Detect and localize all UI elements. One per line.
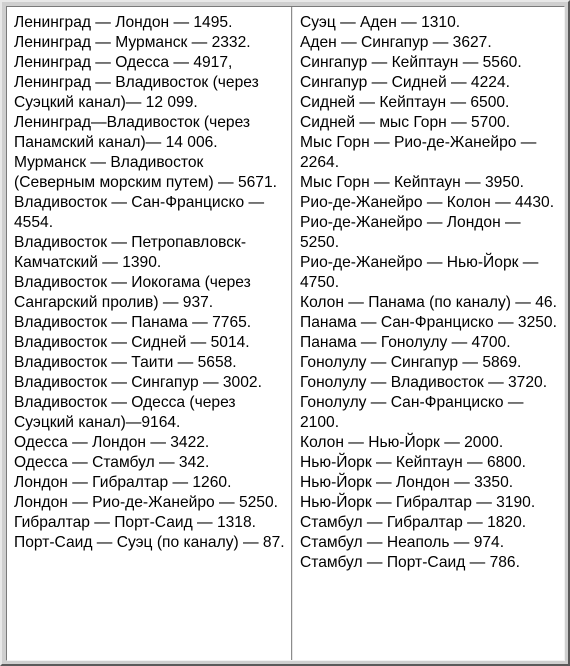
route-entry: Сидней — Кейптаун — 6500. — [300, 94, 510, 111]
distance-table — [6, 6, 565, 661]
route-entry: Гибралтар — Порт-Саид — 1318. — [14, 514, 256, 531]
route-entry: Ленинград — Мурманск — 2332. — [14, 34, 251, 51]
route-entry: Владивосток — Одесса (через Суэцкий канал)—9164. — [14, 394, 236, 431]
routes-right-column — [300, 13, 558, 573]
route-entry: Нью-Йорк — Лондон — 3350. — [300, 474, 514, 491]
route-entry: Панама — Гонолулу — 4700. — [300, 334, 511, 351]
route-entry: Сингапур — Кейптаун — 5560. — [300, 54, 522, 71]
route-entry: Ленинград — Лондон — 1495. — [14, 14, 233, 31]
route-entry: Сингапур — Сидней — 4224. — [300, 74, 510, 91]
route-entry: Лондон — Рио-де-Жанейро — 5250. — [14, 494, 278, 511]
route-entry: Колон — Панама (по каналу) — 46. — [300, 294, 557, 311]
route-entry: Стамбул — Порт-Саид — 786. — [300, 554, 520, 571]
route-entry: Мыс Горн — Кейптаун — 3950. — [300, 174, 525, 191]
column-divider-highlight — [292, 7, 293, 660]
route-entry: Гонолулу — Сан-Франциско — 2100. — [300, 394, 524, 431]
route-entry: Порт-Саид — Суэц (по каналу) — 87. — [14, 534, 285, 551]
route-entry: Владивосток — Иокогама (через Сангарский пролив) — 937. — [14, 274, 251, 311]
route-entry: Мыс Горн — Рио-де-Жанейро — 2264. — [300, 134, 537, 171]
route-entry: Стамбул — Гибралтар — 1820. — [300, 514, 527, 531]
route-entry: Лондон — Гибралтар — 1260. — [14, 474, 232, 491]
route-entry: Владивосток — Сидней — 5014. — [14, 334, 250, 351]
route-entry: Колон — Нью-Йорк — 2000. — [300, 434, 504, 451]
route-entry: Ленинград — Одесса — 4917, — [14, 54, 233, 71]
route-entry: Одесса — Стамбул — 342. — [14, 454, 210, 471]
route-entry: Рио-де-Жанейро — Лондон — 5250. — [300, 214, 521, 251]
route-entry: Одесса — Лондон — 3422. — [14, 434, 210, 451]
route-entry: Владивосток — Сан-Франциско — 4554. — [14, 194, 265, 231]
route-entry: Аден — Сингапур — 3627. — [300, 34, 492, 51]
route-entry: Стамбул — Неаполь — 974. — [300, 534, 505, 551]
route-entry: Гонолулу — Владивосток — 3720. — [300, 374, 548, 391]
route-entry: Сидней — мыс Горн — 5700. — [300, 114, 511, 131]
route-entry: Нью-Йорк — Кейптаун — 6800. — [300, 454, 526, 471]
route-entry: Владивосток — Петропавловск-Камчатский — 1390. — [14, 234, 247, 271]
route-entry: Рио-де-Жанейро — Нью-Йорк — 4750. — [300, 254, 539, 291]
route-entry: Мурманск — Владивосток (Северным морским путем) — 5671. — [14, 154, 277, 191]
route-entry: Ленинград — Владивосток (через Суэцкий канал)— 12 099. — [14, 74, 259, 111]
route-entry: Нью-Йорк — Гибралтар — 3190. — [300, 494, 536, 511]
route-entry: Владивосток — Сингапур — 3002. — [14, 374, 262, 391]
route-entry: Панама — Сан-Франциско — 3250. — [300, 314, 557, 331]
route-entry: Суэц — Аден — 1310. — [300, 14, 461, 31]
route-entry: Рио-де-Жанейро — Колон — 4430. — [300, 194, 555, 211]
route-entry: Владивосток — Таити — 5658. — [14, 354, 237, 371]
route-entry: Гонолулу — Сингапур — 5869. — [300, 354, 522, 371]
routes-left-column — [14, 13, 285, 553]
route-entry: Ленинград—Владивосток (через Панамский канал)— 14 006. — [14, 114, 251, 151]
route-entry: Владивосток — Панама — 7765. — [14, 314, 252, 331]
